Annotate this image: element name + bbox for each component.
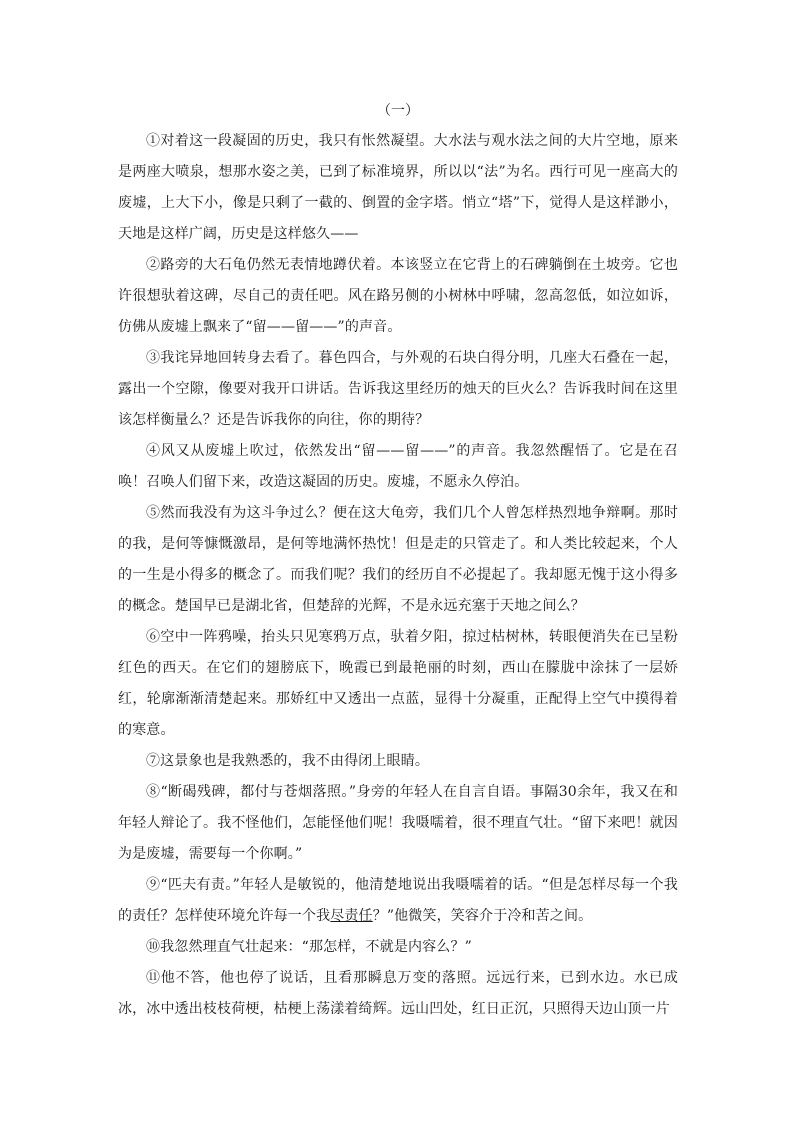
underlined-phrase: 尽责任 <box>330 908 373 924</box>
paragraph-8: ⑧“断碣残碑，都付与苍烟落照。”身旁的年轻人在自言自语。事隔30余年，我又在和年轻人辩论了。我不怪他们，怎能怪他们呢！我嗫嚅着，很不理直气壮。“留下来吧！就因为是废墟，需要每一个你啊。” <box>118 784 678 862</box>
paragraph-6: ⑥空中一阵鸦噪，抬头只见寒鸦万点，驮着夕阳，掠过枯树林，转眼便消失在已呈粉红色的西天。在它们的翅膀底下，晚霞已到最艳丽的时刻，西山在朦胧中涂抹了一层娇红，轮廓渐渐清楚起来。那娇红中又透出一点蓝，显得十分凝重，正配得上空气中摸得着的寒意。 <box>118 629 678 738</box>
document-page <box>118 98 678 1025</box>
section-title: （一） <box>377 103 419 119</box>
paragraph-11: ⑪他不答，他也停了说话，且看那瞬息万变的落照。远远行来，已到水边。水已成冰，冰中透出枝枝荷梗，枯梗上荡漾着绮辉。远山凹处，红日正沉，只照得天边山顶一片 <box>118 970 678 1017</box>
paragraph-4: ④风又从废墟上吹过，依然发出“留——留——”的声音。我忽然醒悟了。它是在召唤！召唤人们留下来，改造这凝固的历史。废墟，不愿永久停泊。 <box>118 443 678 490</box>
paragraph-1: ①对着这一段凝固的历史，我只有怅然凝望。大水法与观水法之间的大片空地，原来是两座大喷泉，想那水姿之美，已到了标准境界，所以以“法”为名。西行可见一座高大的废墟，上大下小，像是只剩了一截的、倒置的金字塔。悄立“塔”下，觉得人是这样渺小，天地是这样广阔，历史是这样悠久—— <box>118 133 678 242</box>
paragraph-9-text-after: ？”他微笑，笑容介于冷和苦之间。 <box>372 908 593 924</box>
paragraph-3: ③我诧异地回转身去看了。暮色四合，与外观的石块白得分明，几座大石叠在一起，露出一个空隙，像要对我开口讲话。告诉我这里经历的烛天的巨火么？告诉我时间在这里该怎样衡量么？还是告诉我你的向往，你的期待？ <box>118 350 678 428</box>
paragraph-9-text-before: ⑨“匹夫有责。”年轻人是敏锐的，他清楚地说出我嗫嚅着的话。“但是怎样尽每一个我的责任？怎样使环境允许每一个我 <box>118 877 678 924</box>
paragraph-10: ⑩我忽然理直气壮起来：“那怎样，不就是内容么？” <box>146 939 472 955</box>
paragraph-9 <box>118 870 678 932</box>
paragraph-7: ⑦这景象也是我熟悉的，我不由得闭上眼睛。 <box>146 753 429 769</box>
paragraph-5: ⑤然而我没有为这斗争过么？便在这大龟旁，我们几个人曾怎样热烈地争辩啊。那时的我，是何等慷慨激昂，是何等地满怀热忱！但是走的只管走了。和人类比较起来，个人的一生是小得多的概念了。而我们呢？我们的经历自不必提起了。我却愿无愧于这小得多的概念。楚国早已是湖北省，但楚辞的光辉，不是永远充塞于天地之间么？ <box>118 505 678 614</box>
paragraph-2: ②路旁的大石龟仍然无表情地蹲伏着。本该竖立在它背上的石碑躺倒在土坡旁。它也许很想驮着这碑，尽自己的责任吧。风在路另侧的小树林中呼啸，忽高忽低，如泣如诉，仿佛从废墟上飘来了“留——留——”的声音。 <box>118 257 678 335</box>
